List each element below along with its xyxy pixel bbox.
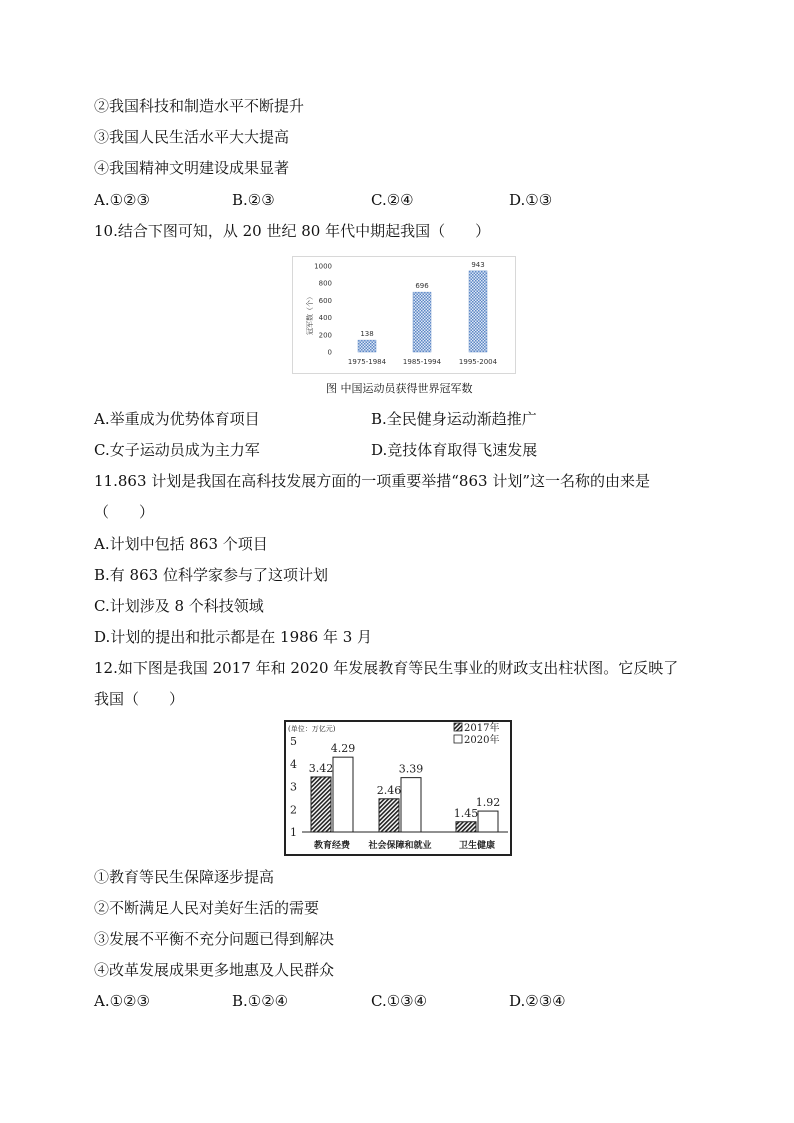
q10-x-tick-label: 1985-1994 — [402, 358, 442, 366]
q10-figure-caption: 图 中国运动员获得世界冠军数 — [326, 382, 473, 395]
q12-value-label-2017: 1.45 — [453, 806, 479, 820]
q11-option-c: C.计划涉及 8 个科技领域 — [94, 597, 264, 615]
q12-value-label-2017: 2.46 — [376, 783, 402, 797]
q12-chart-svg — [284, 720, 512, 856]
q11-stem-bracket: （ ） — [94, 503, 155, 521]
q10-bar-value-label: 943 — [471, 260, 485, 269]
q12-x-tick-label: 教育经费 — [313, 841, 351, 851]
q10-x-tick-label: 1975-1984 — [347, 358, 387, 366]
q12-bar-2017 — [311, 777, 331, 832]
q12-option-b: B.①②④ — [232, 992, 289, 1010]
q10-x-tick-label: 1995-2004 — [458, 358, 498, 366]
q12-bar-2017 — [379, 799, 399, 832]
q10-y-tick-label: 200 — [318, 331, 332, 340]
q12-bar-2020 — [478, 811, 498, 832]
q11-option-b: B.有 863 位科学家参与了这项计划 — [94, 566, 328, 584]
q9-item-3: ③我国人民生活水平大大提高 — [94, 128, 290, 146]
q10-y-axis-label: 冠军数（个） — [306, 293, 314, 335]
q12-legend-2020: 2020年 — [464, 735, 500, 746]
q12-bar-2020 — [401, 778, 421, 832]
q11-option-d: D.计划的提出和批示都是在 1986 年 3 月 — [94, 628, 373, 646]
q10-option-b: B.全民健身运动渐趋推广 — [371, 410, 537, 428]
q12-y-tick-label: 5 — [290, 735, 297, 748]
q12-x-tick-label: 社会保障和就业 — [368, 841, 432, 851]
q10-option-d: D.竞技体育取得飞速发展 — [371, 441, 538, 459]
q11-stem: 11.863 计划是我国在高科技发展方面的一项重要举措“863 计划”这一名称的由来是 — [94, 472, 650, 490]
q12-legend-2020-swatch — [454, 735, 462, 743]
q10-chart — [292, 256, 516, 374]
q10-y-tick-label: 600 — [318, 296, 332, 305]
q12-item-4: ④改革发展成果更多地惠及人民群众 — [94, 961, 335, 979]
q12-y-tick-label: 4 — [290, 757, 297, 771]
q10-option-c: C.女子运动员成为主力军 — [94, 441, 260, 459]
q10-bar-value-label: 696 — [415, 282, 429, 291]
q12-option-d: D.②③④ — [509, 992, 566, 1010]
q12-y-tick-label: 2 — [290, 803, 297, 817]
q12-x-tick-label: 卫生健康 — [458, 841, 496, 851]
q9-option-d: D.①③ — [509, 191, 553, 209]
q10-bar — [469, 271, 487, 352]
q10-stem: 10.结合下图可知，从 20 世纪 80 年代中期起我国（ ） — [94, 222, 491, 240]
q12-bar-2020 — [333, 757, 353, 832]
q12-unit-label: (单位：万亿元) — [288, 725, 336, 733]
q12-item-1: ①教育等民生保障逐步提高 — [94, 868, 275, 886]
q12-bar-2017 — [456, 822, 476, 832]
q12-value-label-2020: 4.29 — [330, 742, 356, 756]
q12-legend-2017-swatch — [454, 723, 462, 731]
q9-option-a: A.①②③ — [94, 191, 150, 209]
q10-y-tick-label: 1000 — [314, 262, 332, 271]
q12-item-2: ②不断满足人民对美好生活的需要 — [94, 899, 320, 917]
q9-item-4: ④我国精神文明建设成果显著 — [94, 159, 290, 177]
q12-option-a: A.①②③ — [94, 992, 150, 1010]
q12-option-c: C.①③④ — [371, 992, 428, 1010]
q10-bar — [358, 340, 376, 352]
q12-value-label-2020: 1.92 — [475, 796, 501, 810]
q10-chart-svg — [292, 256, 516, 374]
q12-value-label-2017: 3.42 — [308, 761, 334, 775]
q10-y-tick-label: 400 — [318, 314, 332, 323]
q12-chart — [284, 720, 512, 856]
q12-stem: 12.如下图是我国 2017 年和 2020 年发展教育等民生事业的财政支出柱状图。它反映了 — [94, 659, 679, 677]
q10-option-a: A.举重成为优势体育项目 — [94, 410, 260, 428]
q9-option-c: C.②④ — [371, 191, 414, 209]
q12-legend-2017: 2017年 — [464, 723, 500, 734]
q12-y-tick-label: 3 — [290, 780, 297, 794]
q9-option-b: B.②③ — [232, 191, 275, 209]
q10-bar — [413, 292, 431, 352]
q10-y-tick-label: 0 — [327, 348, 332, 357]
q10-y-tick-label: 800 — [318, 279, 332, 288]
q12-value-label-2020: 3.39 — [398, 762, 424, 776]
q9-item-2: ②我国科技和制造水平不断提升 — [94, 97, 305, 115]
q11-option-a: A.计划中包括 863 个项目 — [94, 535, 268, 553]
q10-bar-value-label: 138 — [360, 330, 374, 339]
q12-stem-line2: 我国（ ） — [94, 690, 185, 708]
q12-y-tick-label: 1 — [290, 826, 297, 839]
q12-item-3: ③发展不平衡不充分问题已得到解决 — [94, 930, 335, 948]
